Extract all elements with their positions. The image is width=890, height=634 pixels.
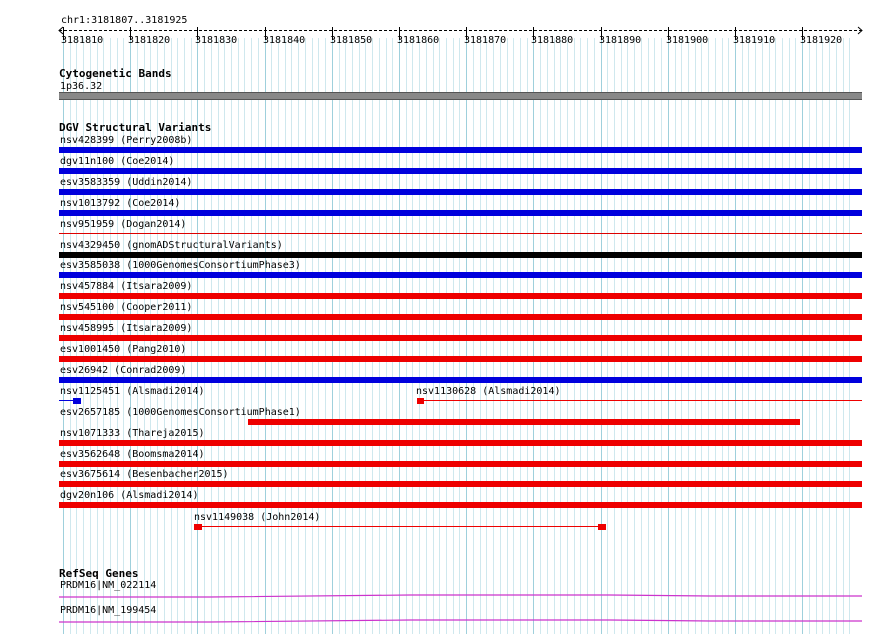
ruler-tick-label: 3181850 (330, 35, 373, 46)
ruler-tick-label: 3181870 (464, 35, 507, 46)
dgv-variant-label[interactable]: nsv457884 (Itsara2009) (60, 281, 193, 292)
ruler-range-label: chr1:3181807..3181925 (61, 15, 188, 26)
dgv-variant-label[interactable]: nsv1071333 (Thareja2015) (60, 428, 205, 439)
ruler-tick-label: 3181830 (195, 35, 238, 46)
dgv-variant-label[interactable]: dgv20n106 (Alsmadi2014) (60, 490, 199, 501)
refseq-gene-line (59, 620, 862, 622)
dgv-variant-bar[interactable] (59, 335, 862, 341)
dgv-variant-bar[interactable] (59, 147, 862, 153)
dgv-variant-bar[interactable] (59, 168, 862, 174)
dgv-variant-bar[interactable] (59, 481, 862, 487)
dgv-variant-bar[interactable] (59, 233, 862, 234)
ruler-tick-label: 3181900 (666, 35, 709, 46)
dgv-variant-bar[interactable] (59, 272, 862, 278)
dgv-variant-bar[interactable] (59, 293, 862, 299)
refseq-gene-line (59, 595, 862, 597)
ruler-tick-label: 3181860 (397, 35, 440, 46)
refseq-gene-label[interactable]: PRDM16|NM_199454 (60, 605, 157, 616)
dgv-variant-bar[interactable] (417, 398, 424, 404)
ruler-tick-label: 3181910 (733, 35, 776, 46)
ruler-tick-label: 3181880 (531, 35, 574, 46)
dgv-variant-label[interactable]: esv3583359 (Uddin2014) (60, 177, 193, 188)
dgv-variant-bar[interactable] (59, 189, 862, 195)
dgv-variant-bar[interactable] (59, 400, 73, 401)
dgv-variant-bar[interactable] (59, 314, 862, 320)
dgv-variant-bar[interactable] (59, 356, 862, 362)
dgv-variant-bar[interactable] (59, 440, 862, 446)
dgv-variant-bar[interactable] (59, 210, 862, 216)
dgv-variant-label[interactable]: nsv458995 (Itsara2009) (60, 323, 193, 334)
cytoband-track-title: Cytogenetic Bands (59, 67, 172, 80)
ruler-tick-label: 3181810 (61, 35, 104, 46)
dgv-variant-label[interactable]: nsv1125451 (Alsmadi2014) (60, 386, 205, 397)
dgv-variant-label[interactable]: esv2657185 (1000GenomesConsortiumPhase1) (60, 407, 301, 418)
dgv-variant-label[interactable]: nsv1013792 (Coe2014) (60, 198, 181, 209)
ruler-tick-label: 3181820 (128, 35, 171, 46)
dgv-variant-label[interactable]: nsv4329450 (gnomADStructuralVariants) (60, 240, 283, 251)
dgv-variant-label[interactable]: nsv545100 (Cooper2011) (60, 302, 193, 313)
dgv-variant-bar[interactable] (59, 377, 862, 383)
dgv-track-title: DGV Structural Variants (59, 121, 212, 134)
dgv-variant-bar[interactable] (424, 400, 862, 401)
dgv-variant-bar[interactable] (59, 461, 862, 467)
cytoband-bar[interactable] (59, 92, 862, 100)
ruler-tick-label: 3181890 (599, 35, 642, 46)
dgv-variant-bar[interactable] (248, 419, 800, 425)
dgv-variant-bar[interactable] (73, 398, 81, 404)
dgv-variant-label[interactable]: nsv951959 (Dogan2014) (60, 219, 187, 230)
dgv-variant-label[interactable]: dgv11n100 (Coe2014) (60, 156, 175, 167)
refseq-gene-label[interactable]: PRDM16|NM_022114 (60, 580, 157, 591)
refseq-track-title: RefSeq Genes (59, 567, 139, 580)
dgv-variant-label[interactable]: esv3562648 (Boomsma2014) (60, 449, 205, 460)
ruler-tick-label: 3181920 (800, 35, 843, 46)
dgv-variant-label[interactable]: esv26942 (Conrad2009) (60, 365, 187, 376)
dgv-variant-bar[interactable] (59, 502, 862, 508)
dgv-variant-label[interactable]: nsv1149038 (John2014) (194, 512, 321, 523)
dgv-variant-label[interactable]: esv3585038 (1000GenomesConsortiumPhase3) (60, 260, 301, 271)
dgv-variant-bar[interactable] (59, 252, 862, 258)
dgv-variant-label[interactable]: nsv1130628 (Alsmadi2014) (416, 386, 561, 397)
dgv-variant-label[interactable]: nsv428399 (Perry2008b) (60, 135, 193, 146)
dgv-variant-label[interactable]: esv1001450 (Pang2010) (60, 344, 187, 355)
dgv-variant-bar[interactable] (194, 524, 202, 530)
cytoband-label: 1p36.32 (60, 81, 103, 92)
dgv-variant-label[interactable]: esv3675614 (Besenbacher2015) (60, 469, 229, 480)
ruler-tick-label: 3181840 (263, 35, 306, 46)
dgv-variant-bar[interactable] (202, 526, 598, 527)
dgv-variant-bar[interactable] (598, 524, 606, 530)
